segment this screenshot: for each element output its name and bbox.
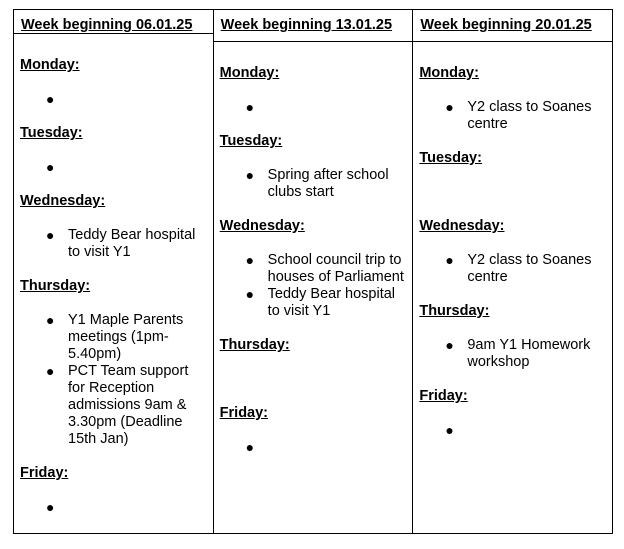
day-section xyxy=(20,193,207,278)
event-text: Spring after school clubs start xyxy=(267,167,389,200)
event-item xyxy=(220,167,407,201)
bullet-icon: ● xyxy=(46,499,55,515)
event-list xyxy=(220,99,407,116)
bullet-icon: ● xyxy=(46,91,55,107)
bullet-icon: ● xyxy=(245,167,255,183)
bullet-icon: ● xyxy=(46,363,55,379)
day-section xyxy=(220,65,407,133)
day-name: Friday: xyxy=(419,388,468,404)
event-list xyxy=(419,99,606,133)
week-header: Week beginning 20.01.25 xyxy=(413,10,612,42)
event-list xyxy=(419,337,606,371)
day-section xyxy=(419,388,606,456)
bullet-icon: ● xyxy=(245,99,255,115)
week-column xyxy=(14,10,213,533)
event-text: Y2 class to Soanes centre xyxy=(467,99,592,132)
day-name: Thursday: xyxy=(419,303,490,319)
event-list xyxy=(220,371,407,388)
event-list xyxy=(419,252,606,286)
day-name: Friday: xyxy=(20,465,69,481)
event-text: PCT Team support for Reception admissions 9am & 3.30pm (Deadline 15th Jan) xyxy=(68,363,189,447)
day-name: Tuesday: xyxy=(20,125,83,141)
event-text: School council trip to houses of Parliament xyxy=(267,252,404,285)
event-list xyxy=(220,252,407,320)
event-text: Teddy Bear hospital to visit Y1 xyxy=(267,286,396,319)
week-header: Week beginning 13.01.25 xyxy=(214,10,413,42)
event-text: Teddy Bear hospital to visit Y1 xyxy=(68,227,196,260)
event-item xyxy=(20,363,207,448)
event-list xyxy=(20,499,207,516)
bullet-icon: ● xyxy=(445,252,454,268)
day-name: Monday: xyxy=(419,65,479,81)
day-name: Tuesday: xyxy=(219,133,283,149)
event-item xyxy=(220,252,407,286)
day-name: Wednesday: xyxy=(219,218,305,234)
event-item xyxy=(220,286,407,320)
event-text: Y1 Maple Parents meetings (1pm-5.40pm) xyxy=(68,312,184,362)
event-item xyxy=(419,337,606,371)
week-body xyxy=(214,42,413,473)
event-item xyxy=(419,252,606,286)
event-list xyxy=(220,167,407,201)
day-section xyxy=(20,57,207,125)
day-section xyxy=(419,303,606,388)
day-name: Thursday: xyxy=(20,278,91,294)
event-item xyxy=(20,312,207,363)
bullet-icon: ● xyxy=(445,99,454,115)
day-section xyxy=(20,125,207,193)
day-name: Wednesday: xyxy=(419,218,505,234)
day-section xyxy=(220,337,407,405)
week-column xyxy=(412,10,612,533)
day-section xyxy=(419,218,606,303)
week-header: Week beginning 06.01.25 xyxy=(14,10,213,34)
event-item xyxy=(20,227,207,261)
event-list xyxy=(419,184,606,201)
week-body xyxy=(413,42,612,456)
day-section xyxy=(220,133,407,218)
bullet-icon: ● xyxy=(445,422,454,438)
day-name: Tuesday: xyxy=(419,150,482,166)
event-list xyxy=(20,159,207,176)
bullet-icon: ● xyxy=(46,159,55,175)
day-name: Thursday: xyxy=(219,337,290,353)
event-list xyxy=(20,227,207,261)
day-name: Friday: xyxy=(219,405,269,421)
weekly-calendar-table xyxy=(13,9,613,534)
event-item xyxy=(419,99,606,133)
day-section xyxy=(20,278,207,465)
event-list xyxy=(419,422,606,439)
week-body xyxy=(14,34,213,533)
day-section xyxy=(419,150,606,218)
day-name: Monday: xyxy=(20,57,80,73)
event-list xyxy=(220,439,407,456)
day-section xyxy=(419,65,606,150)
bullet-icon: ● xyxy=(46,312,55,328)
day-section xyxy=(20,465,207,533)
event-text: Y2 class to Soanes centre xyxy=(467,252,592,285)
event-list xyxy=(20,91,207,108)
day-section xyxy=(220,218,407,337)
day-name: Wednesday: xyxy=(20,193,106,209)
bullet-icon: ● xyxy=(245,439,255,455)
week-column xyxy=(213,10,413,533)
day-section xyxy=(220,405,407,473)
bullet-icon: ● xyxy=(245,252,255,268)
event-list xyxy=(20,312,207,448)
bullet-icon: ● xyxy=(445,337,454,353)
day-name: Monday: xyxy=(219,65,280,81)
bullet-icon: ● xyxy=(46,227,55,243)
event-text: 9am Y1 Homework workshop xyxy=(467,337,591,370)
bullet-icon: ● xyxy=(245,286,255,302)
